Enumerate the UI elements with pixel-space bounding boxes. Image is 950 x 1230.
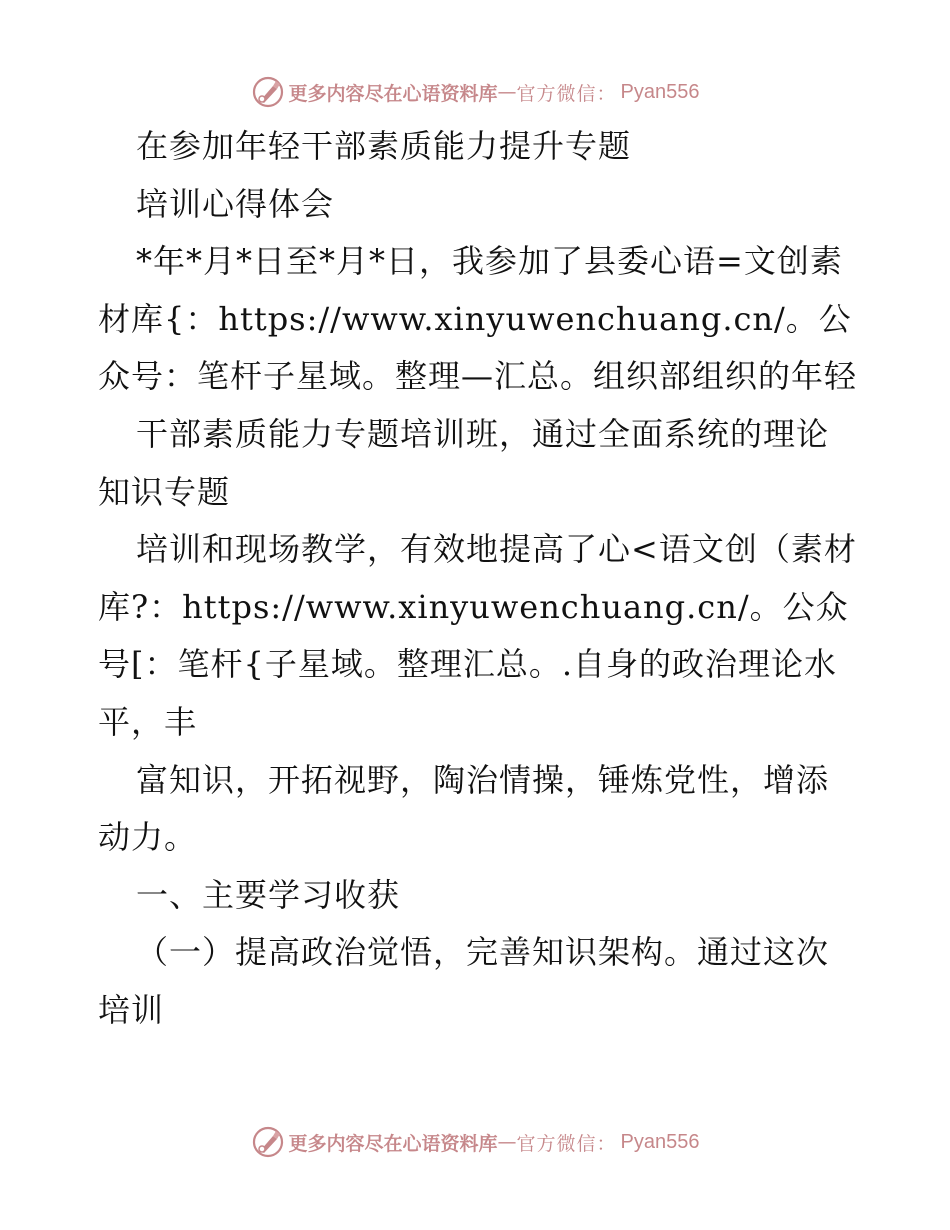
section-heading-1: 一、主要学习收获 xyxy=(136,875,401,914)
footer-banner-id: Pyan556 xyxy=(620,1130,700,1153)
footer-banner-label: 官方微信： xyxy=(516,1132,617,1155)
paragraph-1: *年*月*日至*月*日，我参加了县委心语=文创素材库{：https://www.xinyuwenchuang.cn/。公众号：笔杆子星域。整理—汇总。组织部组织的年轻 xyxy=(98,242,858,396)
document-title-line1: 在参加年轻干部素质能力提升专题 xyxy=(136,127,632,165)
paragraph-5: （一）提高政治觉悟，完善知识架构。通过这次培训 xyxy=(98,933,830,1029)
header-banner-dash: — xyxy=(497,81,517,103)
footer-banner-text: 更多内容尽在心语资料库 xyxy=(288,1132,498,1155)
header-banner-label: 官方微信： xyxy=(516,82,617,105)
header-banner-id: Pyan556 xyxy=(620,80,700,103)
document-body xyxy=(98,118,858,1040)
header-banner xyxy=(0,72,950,112)
paragraph-4: 富知识，开拓视野，陶治情操，锤炼党性，增添动力。 xyxy=(98,760,830,857)
document-title-line2: 培训心得体会 xyxy=(136,184,335,223)
paragraph-2: 干部素质能力专题培训班，通过全面系统的理论知识专题 xyxy=(98,414,830,511)
footer-banner xyxy=(0,1122,950,1162)
header-banner-text: 更多内容尽在心语资料库 xyxy=(288,82,498,105)
pen-logo-icon xyxy=(251,1125,285,1159)
paragraph-3: 培训和现场教学，有效地提高了心<语文创（素材库?：https://www.xinyuwenchuang.cn/。公众号[：笔杆{子星域。整理汇总。.自身的政治理论水平，丰 xyxy=(98,530,857,741)
footer-banner-dash: — xyxy=(497,1131,517,1153)
pen-logo-icon xyxy=(251,75,285,109)
